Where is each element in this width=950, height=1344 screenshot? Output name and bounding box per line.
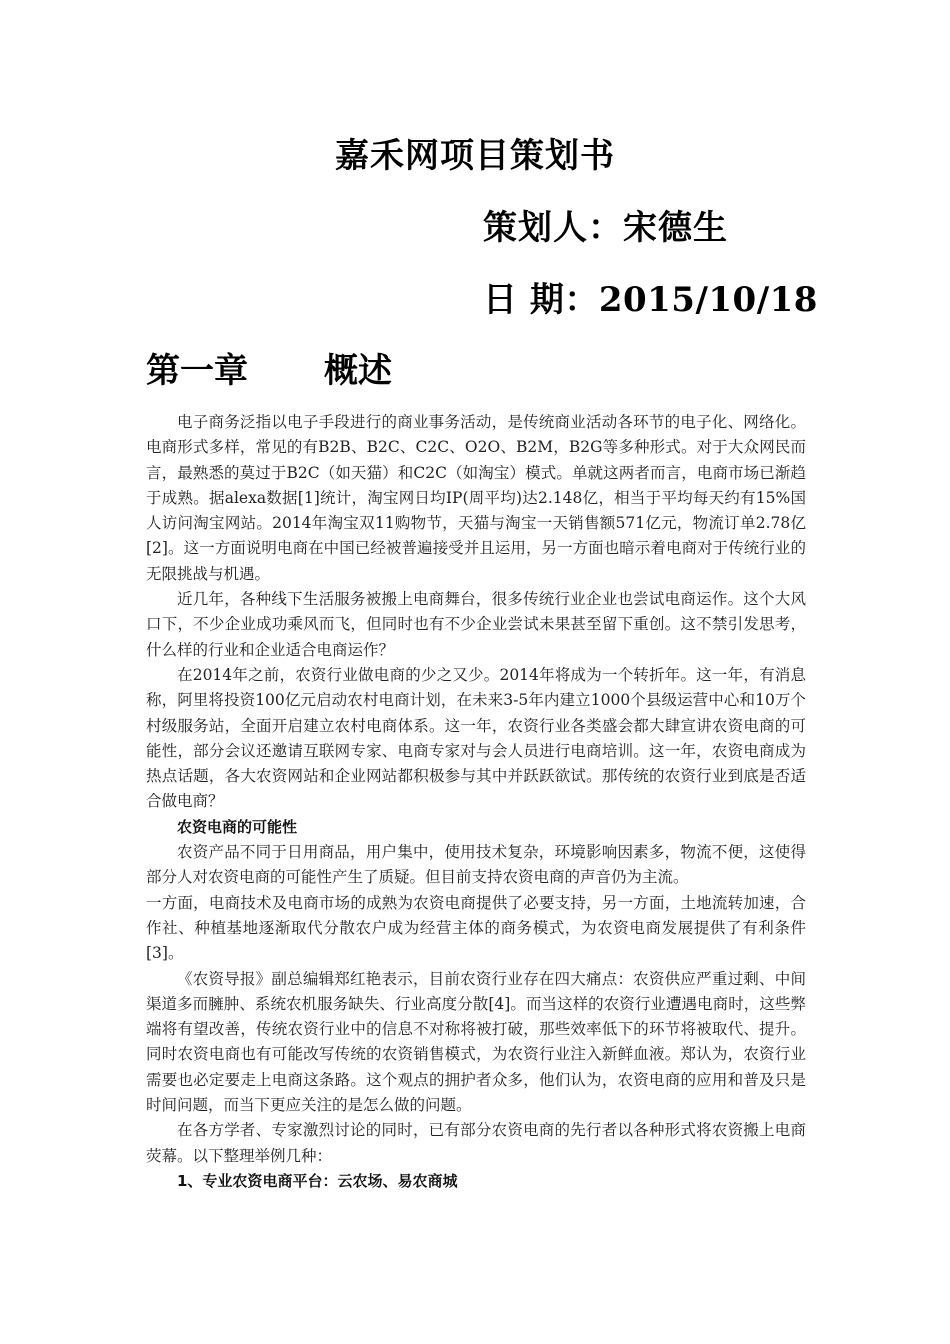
paragraph: 一方面，电商技术及电商市场的成熟为农资电商提供了必要支持，另一方面，土地流转加速，合作社、种植基地逐渐取代分散农户成为经营主体的商务模式，为农资电商发展提供了有利条件[3]。 — [146, 893, 806, 963]
chapter-name: 概述 — [324, 351, 392, 391]
section-heading: 1、专业农资电商平台：云农场、易农商城 — [177, 1171, 458, 1190]
document-body — [146, 410, 806, 1194]
paragraph: 农资产品不同于日用商品，用户集中，使用技术复杂，环境影响因素多，物流不便，这使得部分人对农资电商的可能性产生了质疑。但目前支持农资电商的声音仍为主流。 — [146, 843, 806, 887]
paragraph: 《农资导报》副总编辑郑红艳表示，目前农资行业存在四大痛点：农资供应严重过剩、中间渠道多而臃肿、系统农机服务缺失、行业高度分散[4]。而当这样的农资行业遭遇电商时，这些弊端将有望改善，传统农资行业中的信息不对称将被打破，那些效率低下的环节将被取代、提升。同时农资电商也有可能改写传统的农资销售模式，为农资行业注入新鲜血液。郑认为，农资行业需要也必定要走上电商这条路。这个观点的拥护者众多，他们认为，农资电商的应用和普及只是时间问题，而当下更应关注的是怎么做的问题。 — [146, 969, 806, 1115]
paragraph: 在2014年之前，农资行业做电商的少之又少。2014年将成为一个转折年。这一年，有消息称，阿里将投资100亿元启动农村电商计划，在未来3-5年内建立1000个县级运营中心和10万个村级服务站，全面开启建立农村电商体系。这一年，农资行业各类盛会都大肆宣讲农资电商的可能性，部分会议还邀请互联网专家、电商专家对与会人员进行电商培训。这一年，农资电商成为热点话题，各大农资网站和企业网站都积极参与其中并跃跃欲试。那传统的农资行业到底是否适合做电商？ — [146, 665, 806, 811]
paragraph: 近几年，各种线下生活服务被搬上电商舞台，很多传统行业企业也尝试电商运作。这个大风口下，不少企业成功乘风而飞，但同时也有不少企业尝试未果甚至留下重创。这不禁引发思考，什么样的行业和企业适合电商运作？ — [146, 590, 806, 659]
author-line: 策划人：宋德生 — [483, 208, 728, 248]
document-title: 嘉禾网项目策划书 — [335, 136, 615, 176]
chapter-number: 第一章 — [146, 351, 248, 391]
chapter-heading — [146, 343, 392, 392]
paragraph: 在各方学者、专家激烈讨论的同时，已有部分农资电商的先行者以各种形式将农资搬上电商荧幕。以下整理举例几种： — [146, 1121, 806, 1165]
date-line: 日 期：2015/10/18 — [483, 280, 818, 320]
paragraph: 电子商务泛指以电子手段进行的商业事务活动，是传统商业活动各环节的电子化、网络化。电商形式多样，常见的有B2B、B2C、C2C、O2O、B2M，B2G等多种形式。对于大众网民而言，最熟悉的莫过于B2C（如天猫）和C2C（如淘宝）模式。单就这两者而言，电商市场已渐趋于成熟。据alexa数据[1]统计，淘宝网日均IP(周平均)达2.148亿，相当于平均每天约有15%国人访问淘宝网站。2014年淘宝双11购物节，天猫与淘宝一天销售额571亿元，物流订单2.78亿[2]。这一方面说明电商在中国已经被普遍接受并且运用，另一方面也暗示着电商对于传统行业的无限挑战与机遇。 — [146, 413, 806, 583]
section-heading: 农资电商的可能性 — [177, 817, 298, 836]
